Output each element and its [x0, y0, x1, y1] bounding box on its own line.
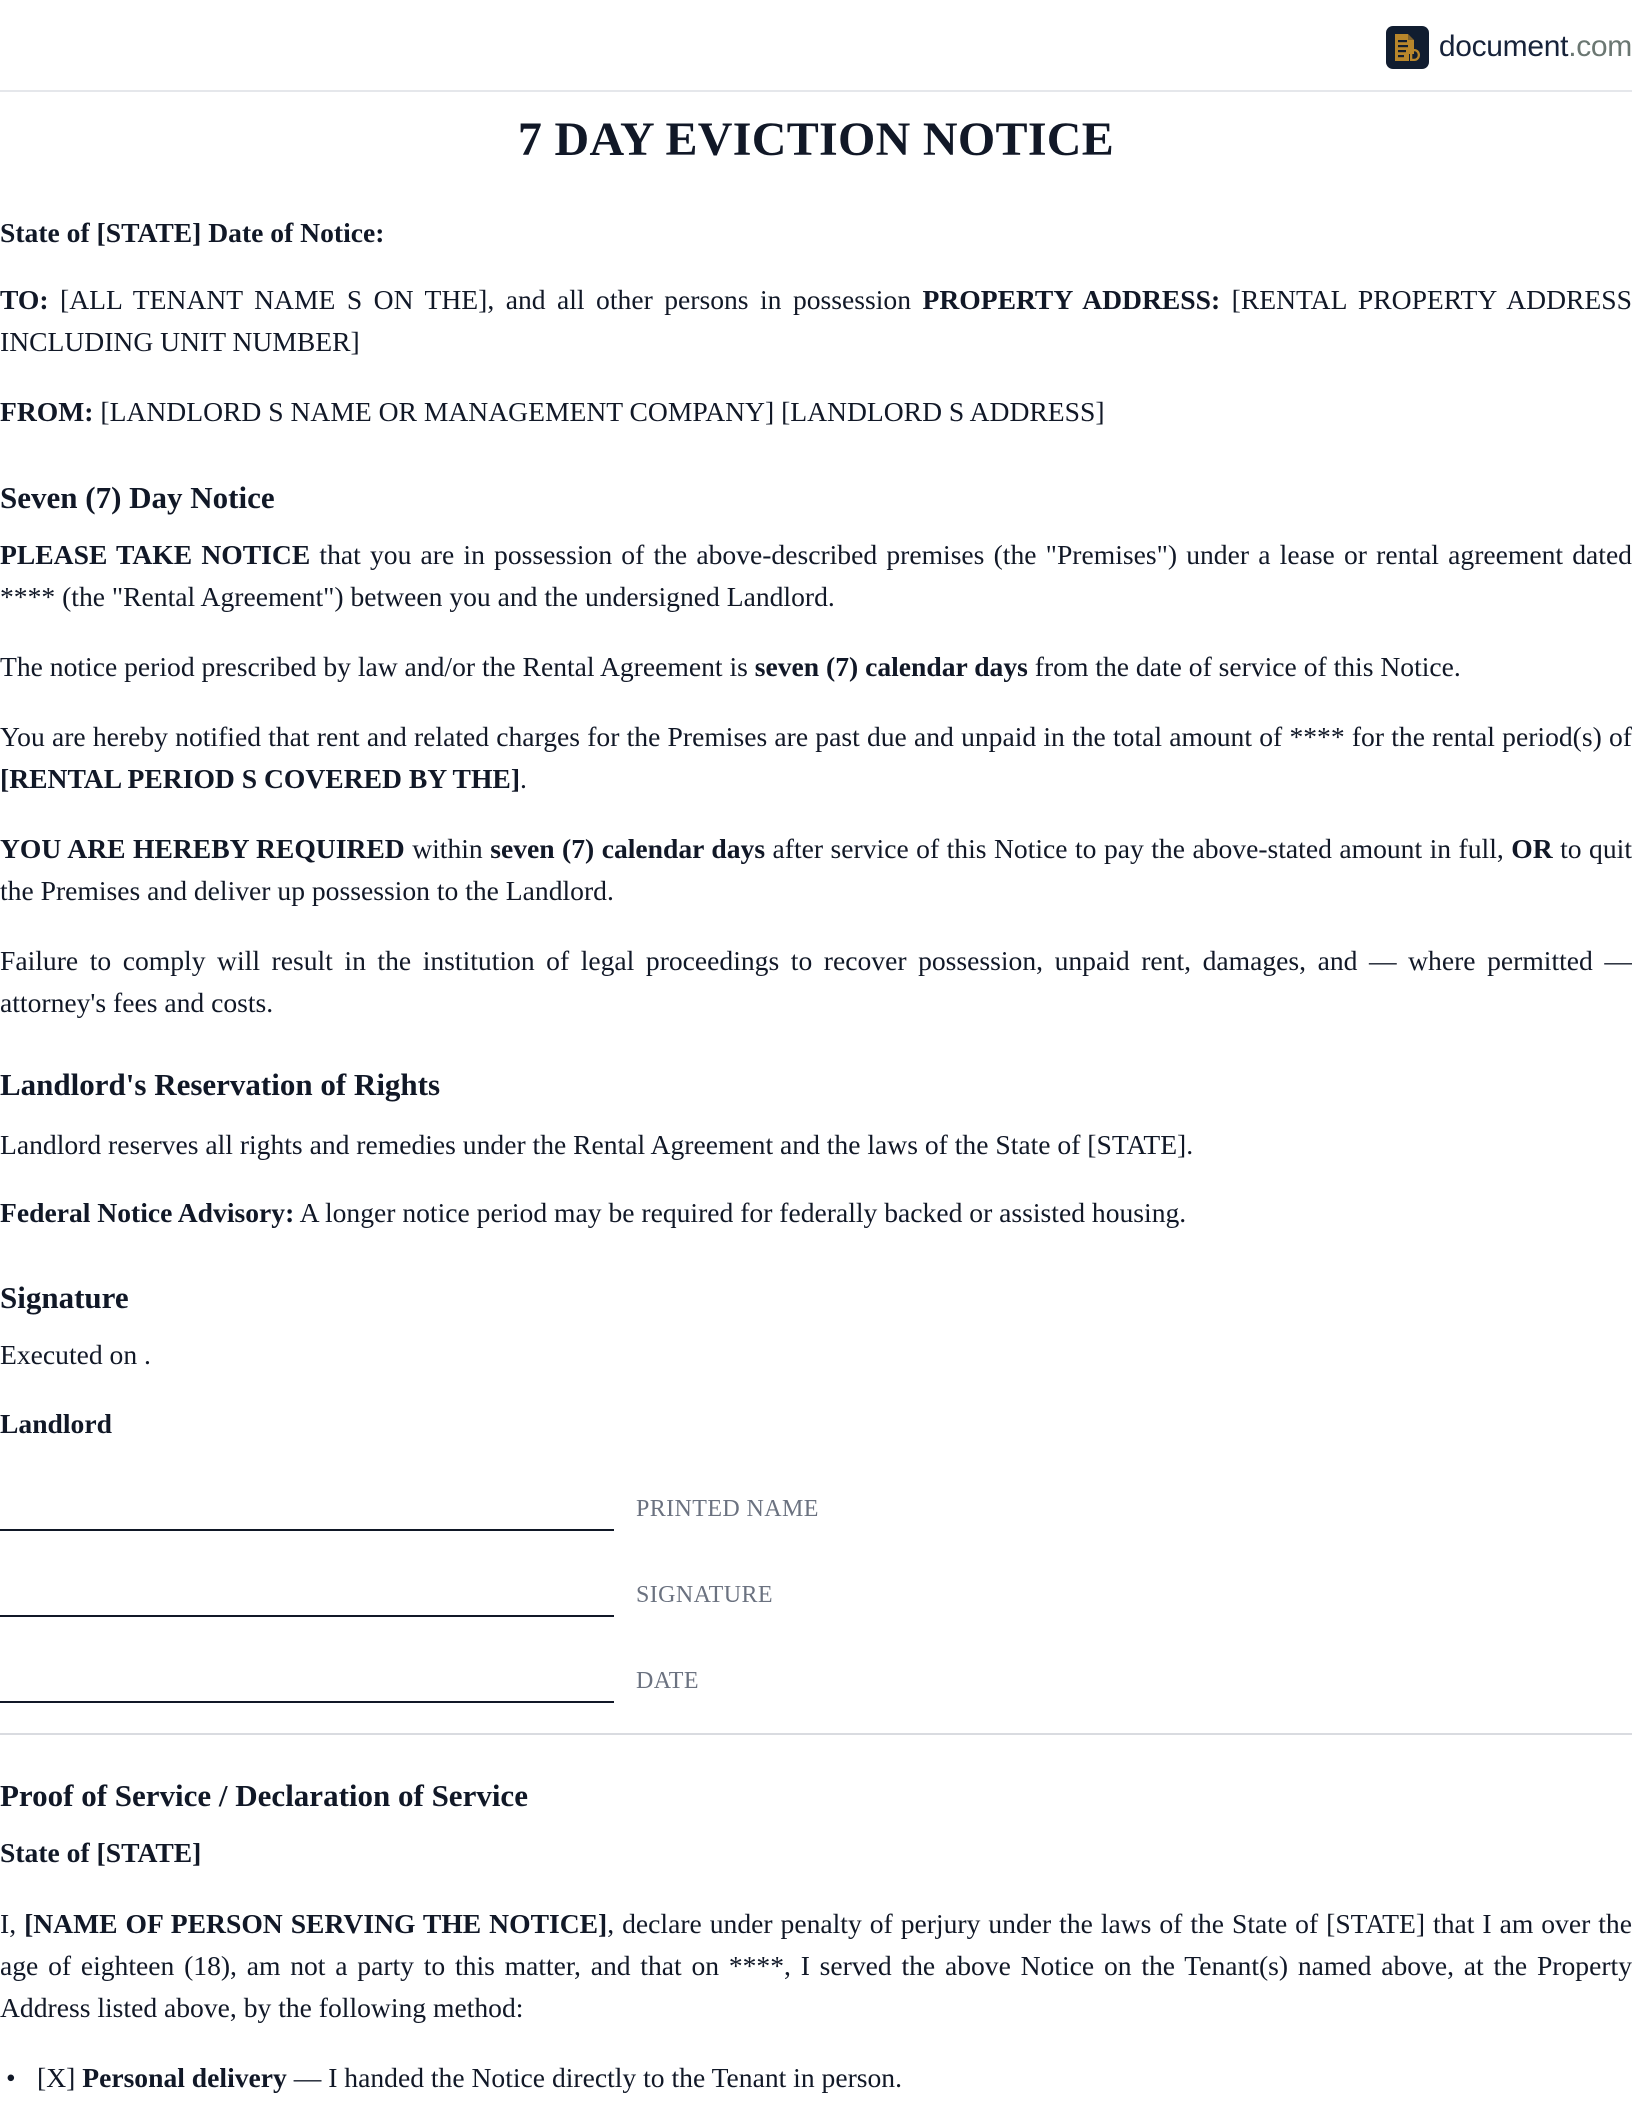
property-address-value: [RENTAL PROPERTY ADDRESS INCLUDING UNIT NUMBER] — [0, 284, 1632, 357]
brand-name — [1439, 26, 1632, 68]
executed-on-line: Executed on . — [0, 1339, 151, 1370]
section-divider — [0, 1733, 1632, 1735]
notice-paragraph-3 — [0, 716, 1632, 800]
document-title: 7 DAY EVICTION NOTICE — [517, 113, 1115, 166]
server-name-placeholder: [NAME OF PERSON SERVING THE NOTICE] — [24, 1908, 608, 1939]
signature-row — [0, 1577, 900, 1617]
rights-paragraph: Landlord reserves all rights and remedies under the Rental Agreement and the laws of the State of [STATE]. — [0, 1129, 1194, 1160]
printed-name-row — [0, 1491, 900, 1531]
method-description: — I handed the Notice directly to the Tenant in person. — [286, 2062, 903, 2093]
date-field[interactable] — [0, 1701, 614, 1703]
you-are-hereby-required: YOU ARE HEREBY REQUIRED — [0, 833, 405, 864]
notice-paragraph-5: Failure to comply will result in the institution of legal proceedings to recover possession, unpaid rent, damages, and — where permitted — attorney's fees and costs. — [0, 945, 1632, 1018]
notice-paragraph-4 — [0, 828, 1632, 912]
property-address-label: PROPERTY ADDRESS: — [922, 284, 1221, 315]
brand-logo[interactable] — [1386, 26, 1632, 68]
to-label: TO: — [0, 284, 49, 315]
declaration-text-a: I, — [0, 1908, 25, 1939]
notice-paragraph-2-text-b: from the date of service of this Notice. — [1027, 651, 1461, 682]
date-row — [0, 1663, 900, 1703]
notice-paragraph-4-text-c: to quit the Premises and deliver up possession to the Landlord. — [0, 833, 1632, 906]
service-method-list — [0, 2057, 1632, 2099]
printed-name-label: PRINTED NAME — [636, 1496, 819, 1522]
to-paragraph — [0, 279, 1632, 363]
page-header — [0, 0, 1632, 92]
brand-name-main: document — [1438, 30, 1569, 63]
or-bold: OR — [1511, 833, 1553, 864]
heading-seven-day-notice: Seven (7) Day Notice — [0, 480, 275, 515]
state-date-label: State of [STATE] Date of Notice: — [0, 217, 385, 248]
printed-name-field[interactable] — [0, 1529, 614, 1531]
declaration-paragraph — [0, 1903, 1632, 2029]
date-label: DATE — [636, 1668, 699, 1694]
document-logo-icon — [1386, 26, 1429, 69]
signature-field[interactable] — [0, 1615, 614, 1617]
proof-state-label: State of [STATE] — [0, 1837, 202, 1868]
brand-name-tld: .com — [1568, 30, 1632, 63]
notice-period-bold: seven (7) calendar days — [754, 651, 1028, 682]
service-method-item — [0, 2057, 1632, 2099]
notice-paragraph-1-text: that you are in possession of the above-described premises (the "Premises") under a lease or rental agreement dated **** (the "Rental Agreement") between you and the undersigned Landlord. — [0, 539, 1632, 612]
notice-paragraph-3-text-b: . — [520, 763, 527, 794]
from-label: FROM: — [0, 396, 94, 427]
method-checkbox[interactable]: [X] — [37, 2062, 76, 2093]
notice-paragraph-2 — [0, 646, 1632, 688]
notice-paragraph-2-text-a: The notice period prescribed by law and/or the Rental Agreement is — [0, 651, 755, 682]
required-period-bold: seven (7) calendar days — [490, 833, 766, 864]
notice-paragraph-1 — [0, 534, 1632, 618]
heading-proof-of-service: Proof of Service / Declaration of Service — [0, 1778, 528, 1813]
federal-advisory-paragraph — [0, 1192, 1632, 1234]
notice-paragraph-3-text-a: You are hereby notified that rent and related charges for the Premises are past due and unpaid in the total amount of **** for the rental period(s) of — [0, 721, 1632, 752]
from-value: [LANDLORD S NAME OR MANAGEMENT COMPANY] [LANDLORD S ADDRESS] — [93, 396, 1105, 427]
declaration-text-b: , declare under penalty of perjury under the laws of the State of [STATE] that I am over the age of eighteen (18), am not a party to this matter, and that on ****, I served the above Notice on the Tenant(s) named above, at the Property Address listed above, by the following method: — [0, 1908, 1632, 2023]
method-name: Personal delivery — [82, 2062, 287, 2093]
federal-advisory-text: A longer notice period may be required for federally backed or assisted housing. — [294, 1197, 1187, 1228]
proof-state-line — [0, 1832, 1632, 1874]
please-take-notice: PLEASE TAKE NOTICE — [0, 539, 311, 570]
signature-label: SIGNATURE — [636, 1582, 773, 1608]
heading-reservation-of-rights: Landlord's Reservation of Rights — [0, 1067, 441, 1102]
signer-role — [0, 1403, 1632, 1445]
notice-paragraph-4-text-b: after service of this Notice to pay the above-stated amount in full, — [765, 833, 1512, 864]
to-tenant-text: [ALL TENANT NAME S ON THE], and all other persons in possession — [48, 284, 923, 315]
heading-signature: Signature — [0, 1280, 129, 1315]
from-paragraph — [0, 391, 1632, 433]
notice-paragraph-4-text-a: within — [404, 833, 491, 864]
rental-period-placeholder: [RENTAL PERIOD S COVERED BY THE] — [0, 763, 521, 794]
state-date-line — [0, 212, 1632, 254]
federal-advisory-label: Federal Notice Advisory: — [0, 1197, 295, 1228]
signer-role-label: Landlord — [0, 1408, 112, 1439]
bullet-icon: • — [6, 2062, 16, 2093]
